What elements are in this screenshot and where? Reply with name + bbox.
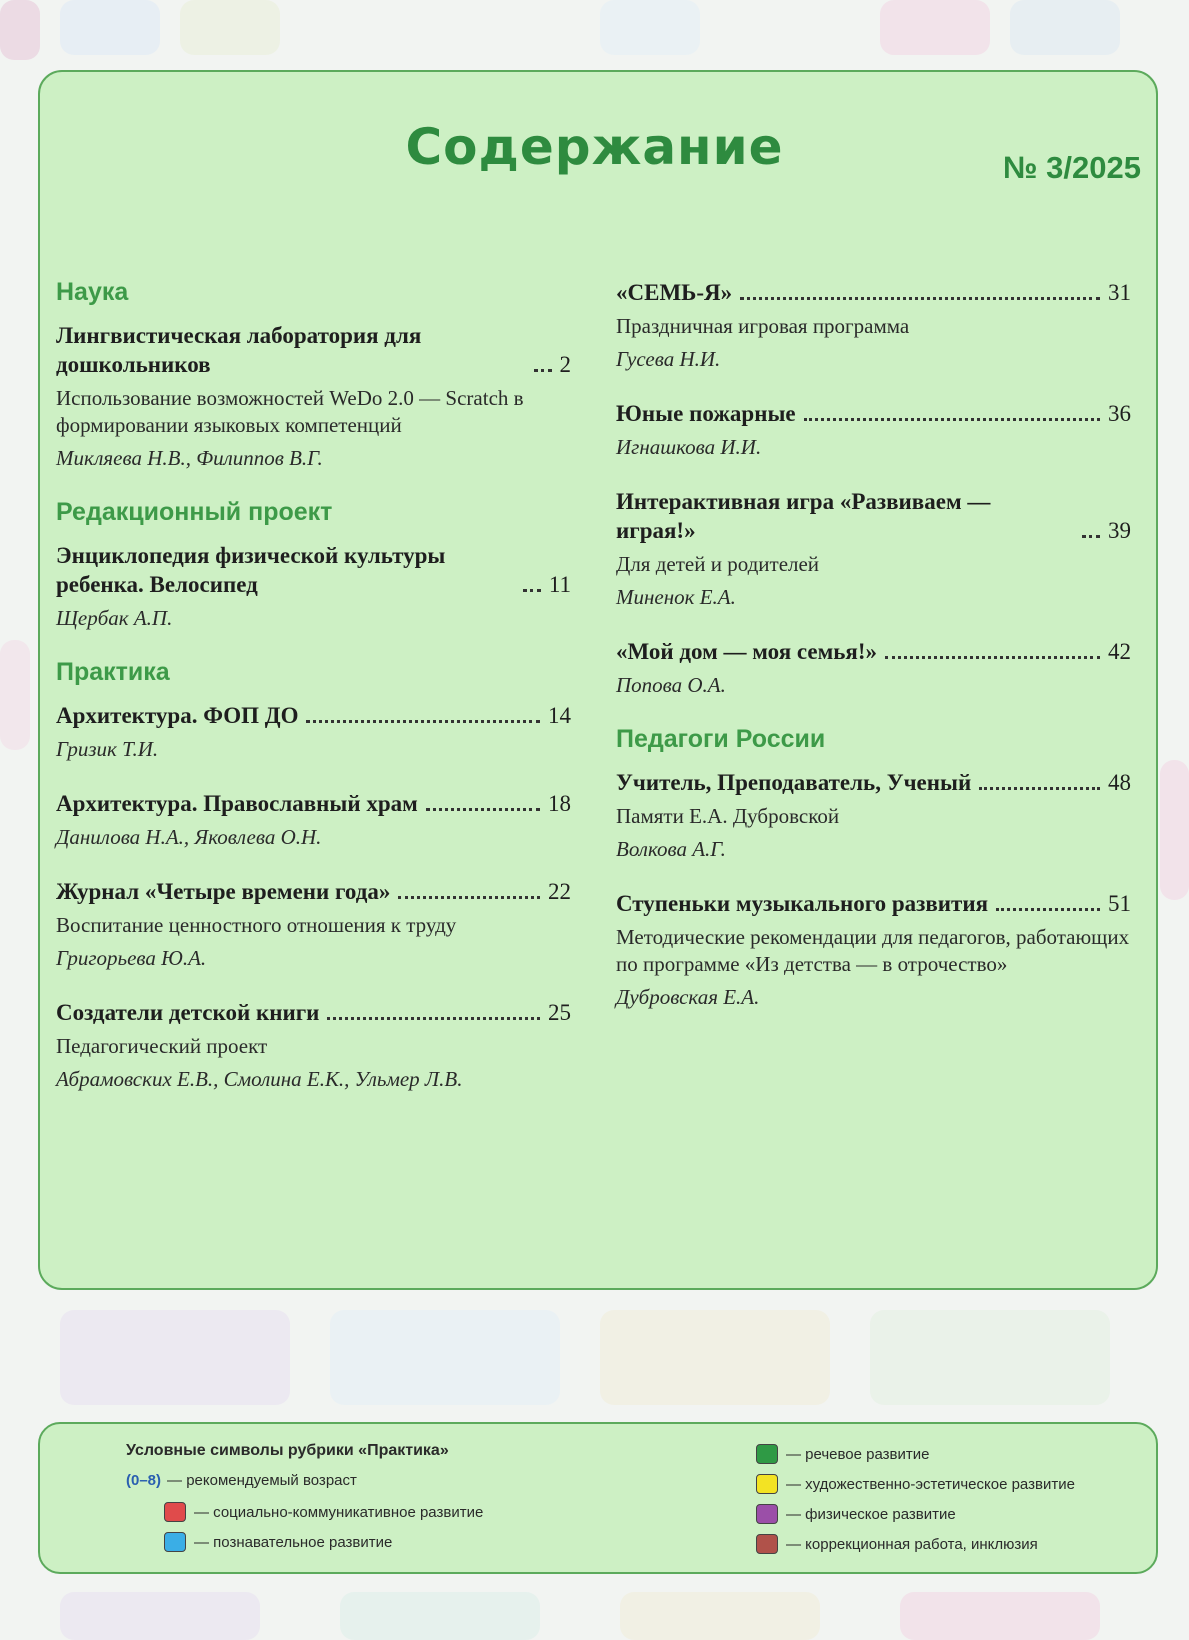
page-number: 39 xyxy=(1108,518,1131,543)
toc-entry xyxy=(56,789,571,851)
page-number: 22 xyxy=(548,879,571,904)
toc-entry xyxy=(56,701,571,763)
legend-item xyxy=(756,1444,930,1464)
issue-number: № 3/2025 xyxy=(1003,150,1141,185)
page-number: 2 xyxy=(559,352,571,377)
entry-title: «СЕМЬ-Я» xyxy=(616,280,733,305)
legend-item-label: — коррекционная работа, инклюзия xyxy=(786,1535,1038,1553)
entry-authors: Гусева Н.И. xyxy=(616,347,721,371)
legend-item xyxy=(756,1504,956,1524)
toc-entry xyxy=(56,998,571,1093)
page-number: 51 xyxy=(1108,891,1131,916)
entry-title: «Мой дом — моя семья!» xyxy=(616,639,878,664)
legend-swatch-icon xyxy=(756,1504,778,1524)
toc-entry xyxy=(616,487,1131,611)
legend-box xyxy=(38,1422,1158,1574)
entry-subtitle: Праздничная игровая программа xyxy=(616,314,910,338)
entry-title-line xyxy=(616,768,1131,797)
entry-title: Лингвистическая лаборатория для дошкольников xyxy=(56,323,422,377)
entry-authors: Игнашкова И.И. xyxy=(616,435,762,459)
legend-age-row xyxy=(126,1472,357,1489)
legend-item-label: — художественно-эстетическое развитие xyxy=(786,1475,1075,1493)
legend-swatch-icon xyxy=(164,1502,186,1522)
section-heading: Редакционный проект xyxy=(56,498,333,526)
legend-item-label: — речевое развитие xyxy=(786,1445,930,1463)
entry-authors: Григорьева Ю.А. xyxy=(56,946,207,970)
dot-leader xyxy=(804,418,1100,421)
dot-leader xyxy=(306,720,540,723)
page-title: Содержание xyxy=(405,118,784,176)
legend-swatch-icon xyxy=(164,1532,186,1552)
page-number: 48 xyxy=(1108,770,1131,795)
entry-title-line xyxy=(616,637,1131,666)
legend-age-code: (0–8) xyxy=(126,1472,162,1489)
legend-title: Условные символы рубрики «Практика» xyxy=(126,1442,449,1459)
page-number: 31 xyxy=(1108,280,1131,305)
entry-title-line xyxy=(56,877,571,906)
legend-item xyxy=(164,1532,392,1552)
entry-title: Энциклопедия физической культуры ребенка. Велосипед xyxy=(56,543,446,597)
entry-authors: Абрамовских Е.В., Смолина Е.К., Ульмер Л.В. xyxy=(56,1067,463,1091)
entry-title: Учитель, Преподаватель, Ученый xyxy=(616,770,972,795)
section-heading: Наука xyxy=(56,278,129,306)
dot-leader xyxy=(327,1017,540,1020)
legend-item-label: — физическое развитие xyxy=(786,1505,956,1523)
entry-title-line xyxy=(56,998,571,1027)
entry-subtitle: Методические рекомендации для педагогов, работающих по программе «Из детства — в отрочество» xyxy=(616,925,1130,976)
dot-leader xyxy=(996,908,1100,911)
dot-leader xyxy=(740,297,1100,300)
entry-title: Юные пожарные xyxy=(616,401,796,426)
legend-swatch-icon xyxy=(756,1474,778,1494)
entry-title: Ступеньки музыкального развития xyxy=(616,891,989,916)
entry-title: Журнал «Четыре времени года» xyxy=(56,879,391,904)
dot-leader xyxy=(885,656,1100,659)
entry-subtitle: Педагогический проект xyxy=(56,1034,268,1058)
entry-title-line xyxy=(616,889,1131,918)
entry-title-line xyxy=(56,789,571,818)
toc-entry xyxy=(616,768,1131,863)
legend-swatch-icon xyxy=(756,1444,778,1464)
section-heading: Педагоги России xyxy=(616,725,826,753)
entry-subtitle: Памяти Е.А. Дубровской xyxy=(616,804,840,828)
entry-title: Создатели детской книги xyxy=(56,1000,320,1025)
legend-item xyxy=(164,1502,483,1522)
dot-leader xyxy=(1082,535,1100,538)
entry-title-line xyxy=(56,321,571,379)
legend-age-text: — рекомендуемый возраст xyxy=(167,1472,357,1489)
page-number: 11 xyxy=(548,572,571,597)
entry-title-line xyxy=(616,487,1131,545)
contents-column-left xyxy=(56,278,571,1119)
section-heading: Практика xyxy=(56,658,170,686)
entry-authors: Попова О.А. xyxy=(616,673,726,697)
dot-leader xyxy=(523,589,541,592)
toc-entry xyxy=(56,877,571,972)
entry-title-line xyxy=(56,541,571,599)
page-number: 14 xyxy=(548,703,571,728)
entry-authors: Дубровская Е.А. xyxy=(616,985,760,1009)
toc-entry xyxy=(616,637,1131,699)
toc-entry xyxy=(616,399,1131,461)
page-number: 25 xyxy=(548,1000,571,1025)
page-number: 36 xyxy=(1108,401,1131,426)
entry-title-line xyxy=(616,278,1131,307)
legend-item xyxy=(756,1474,1075,1494)
entry-title: Архитектура. ФОП ДО xyxy=(56,703,299,728)
entry-subtitle: Воспитание ценностного отношения к труду xyxy=(56,913,457,937)
entry-title-line xyxy=(616,399,1131,428)
toc-entry xyxy=(56,321,571,472)
legend-item-label: — социально-коммуникативное развитие xyxy=(194,1503,484,1521)
entry-authors: Щербак А.П. xyxy=(56,606,173,630)
entry-authors: Микляева Н.В., Филиппов В.Г. xyxy=(56,446,323,470)
entry-subtitle: Использование возможностей WeDo 2.0 — Scratch в формировании языковых компетенций xyxy=(56,386,524,437)
page-number: 18 xyxy=(548,791,571,816)
dot-leader xyxy=(534,369,552,372)
entry-title: Интерактивная игра «Развиваем — играя!» xyxy=(616,489,991,543)
entry-title: Архитектура. Православный храм xyxy=(56,791,418,816)
legend-swatch-icon xyxy=(756,1534,778,1554)
entry-authors: Волкова А.Г. xyxy=(616,837,726,861)
contents-column-right xyxy=(616,278,1131,1037)
dot-leader xyxy=(398,896,540,899)
legend-item xyxy=(756,1534,1038,1554)
legend-item-label: — познавательное развитие xyxy=(194,1533,393,1551)
dot-leader xyxy=(426,808,540,811)
page-number: 42 xyxy=(1108,639,1131,664)
dot-leader xyxy=(979,787,1100,790)
toc-entry xyxy=(616,278,1131,373)
entry-authors: Миненок Е.А. xyxy=(616,585,736,609)
entry-authors: Данилова Н.А., Яковлева О.Н. xyxy=(56,825,322,849)
entry-title-line xyxy=(56,701,571,730)
entry-authors: Гризик Т.И. xyxy=(56,737,159,761)
toc-entry xyxy=(56,541,571,632)
toc-entry xyxy=(616,889,1131,1011)
entry-subtitle: Для детей и родителей xyxy=(616,552,820,576)
